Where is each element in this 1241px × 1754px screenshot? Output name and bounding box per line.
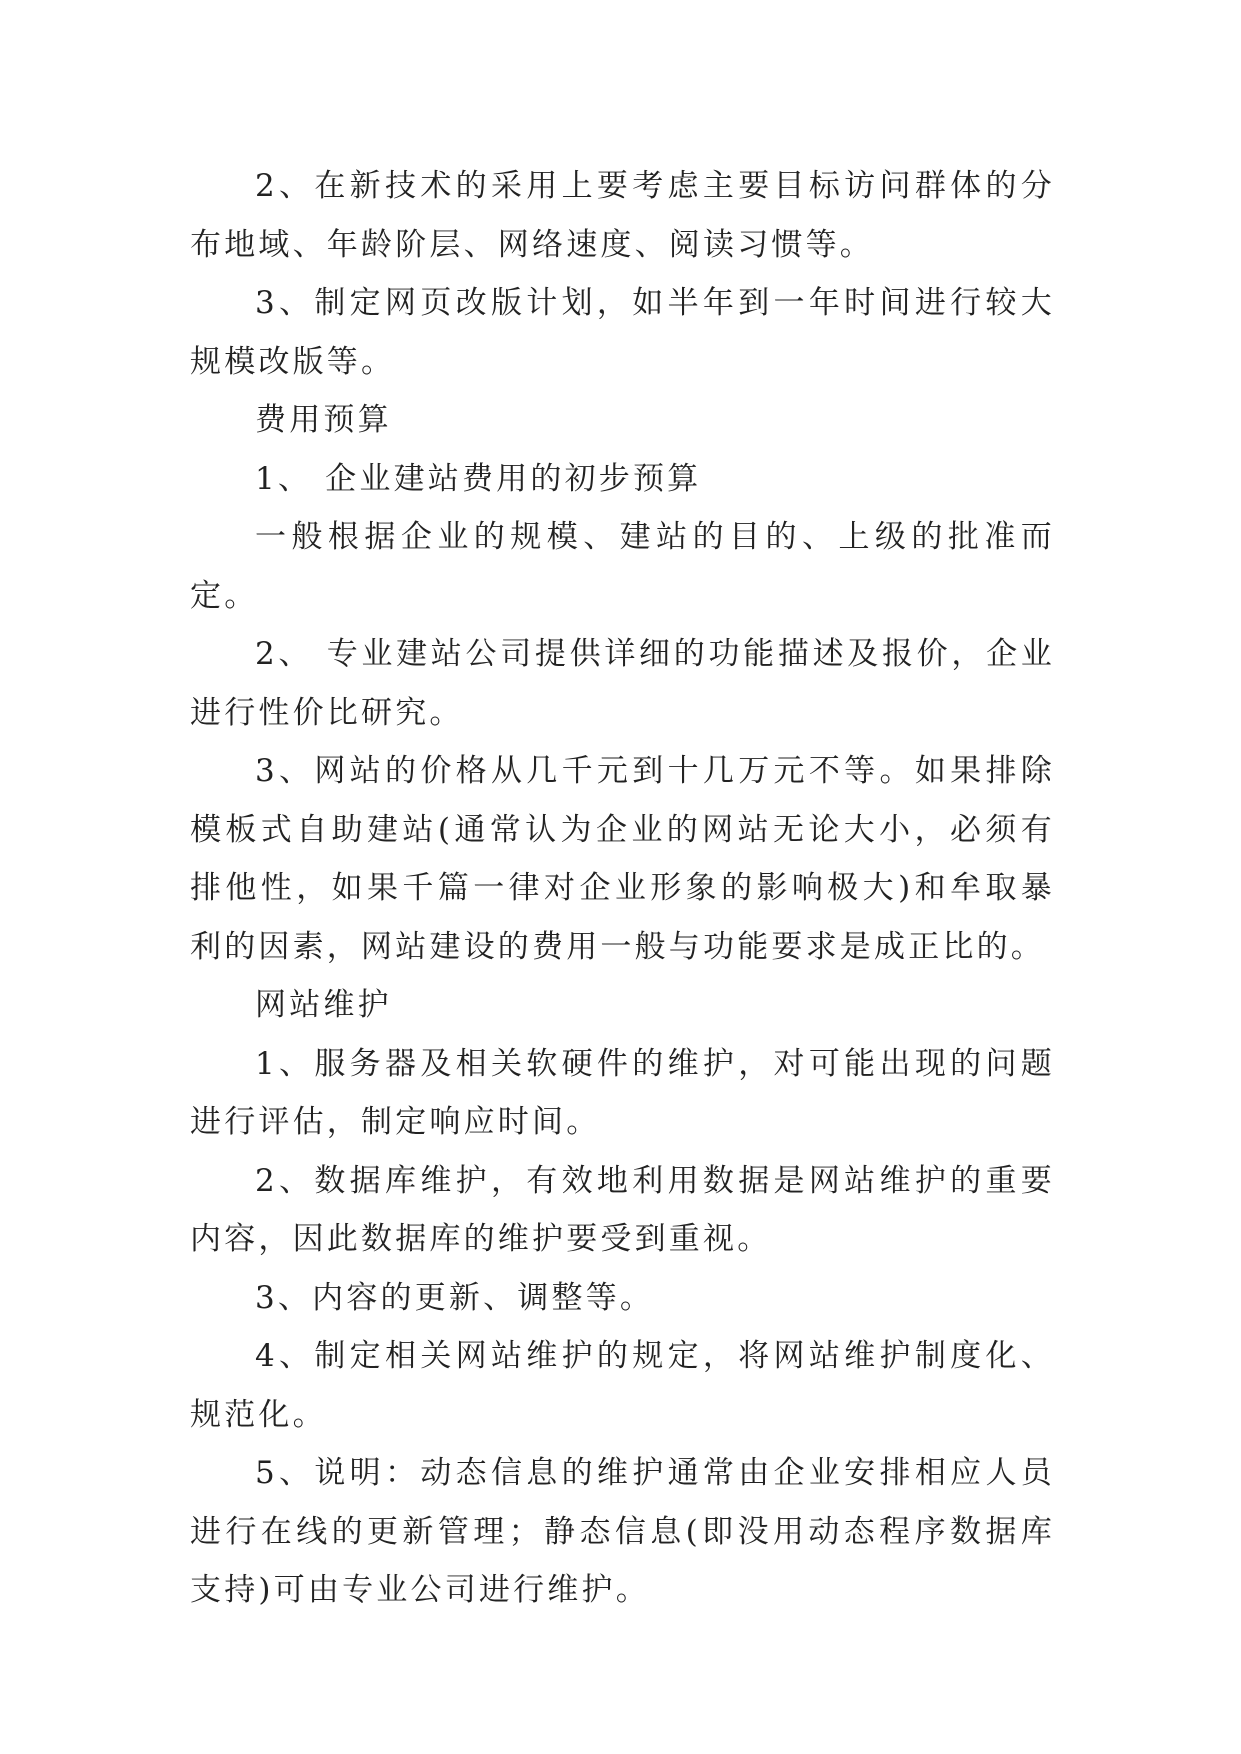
paragraph-budget-item-3: 3、网站的价格从几千元到十几万元不等。如果排除模板式自助建站(通常认为企业的网站无论大小，必须有排他性，如果千篇一律对企业形象的影响极大)和牟取暴利的因素，网站建设的费用一般与功能要求是成正比的。 xyxy=(190,753,1055,965)
paragraph-maintenance-item-4: 4、制定相关网站维护的规定，将网站维护制度化、规范化。 xyxy=(190,1338,1055,1433)
document-page xyxy=(190,157,1055,1620)
paragraph-maintenance-item-1: 1、服务器及相关软硬件的维护，对可能出现的问题进行评估，制定响应时间。 xyxy=(190,1045,1055,1140)
section-heading-maintenance: 网站维护 xyxy=(255,987,392,1023)
paragraph-maintenance-item-2: 2、数据库维护，有效地利用数据是网站维护的重要内容，因此数据库的维护要受到重视。 xyxy=(190,1162,1055,1257)
paragraph-budget-item-1: 1、 企业建站费用的初步预算 xyxy=(255,460,702,497)
paragraph-maintenance-item-3: 3、内容的更新、调整等。 xyxy=(255,1279,655,1316)
section-heading-budget: 费用预算 xyxy=(255,402,392,438)
paragraph-redesign-plan: 3、制定网页改版计划，如半年到一年时间进行较大规模改版等。 xyxy=(190,285,1055,380)
paragraph-maintenance-item-5: 5、说明：动态信息的维护通常由企业安排相应人员进行在线的更新管理；静态信息(即没用动态程序数据库支持)可由专业公司进行维护。 xyxy=(190,1455,1055,1608)
paragraph-new-tech: 2、在新技术的采用上要考虑主要目标访问群体的分布地域、年龄阶层、网络速度、阅读习惯等。 xyxy=(190,168,1055,263)
paragraph-budget-item-2: 2、 专业建站公司提供详细的功能描述及报价，企业进行性价比研究。 xyxy=(190,636,1055,731)
paragraph-budget-basis: 一般根据企业的规模、建站的目的、上级的批准而定。 xyxy=(190,519,1055,614)
